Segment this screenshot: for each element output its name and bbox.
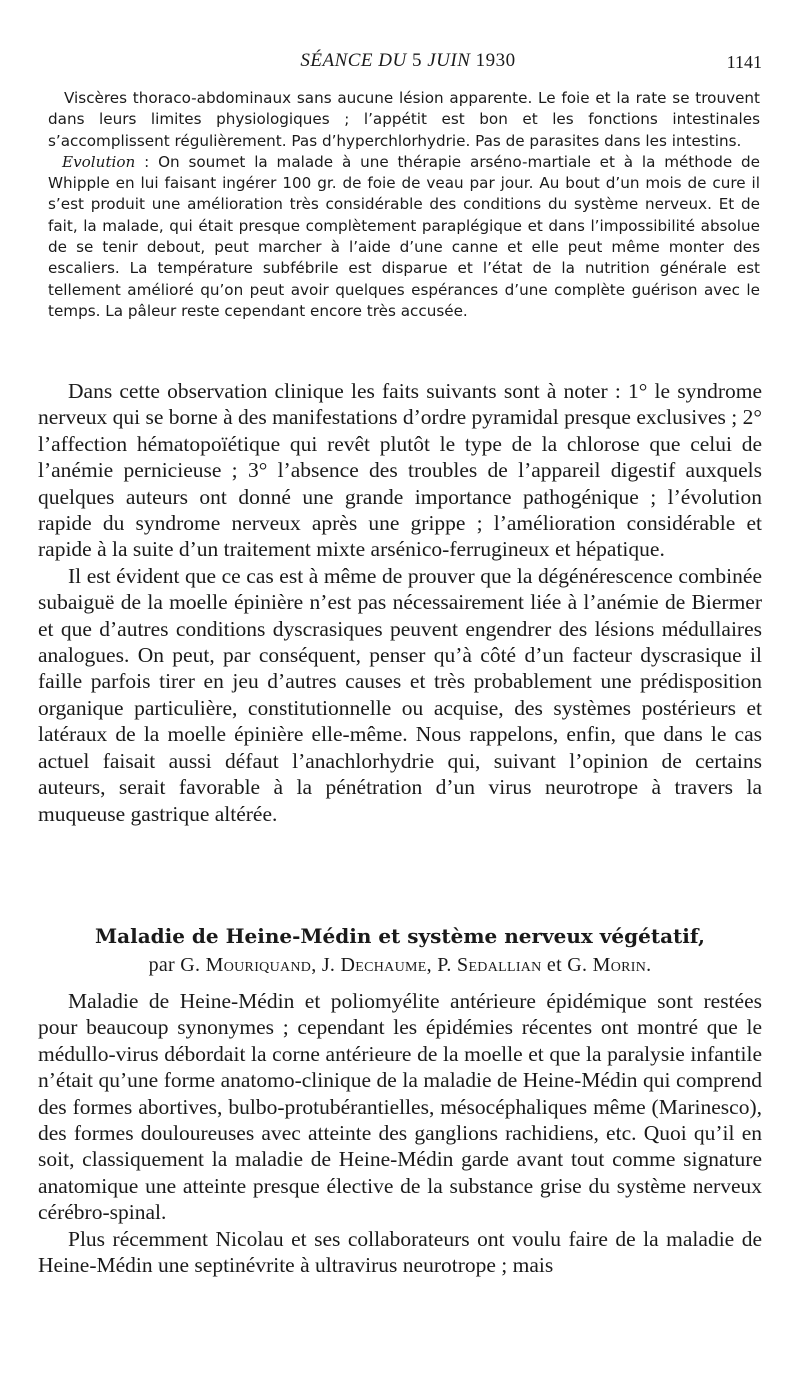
article-body [38, 988, 762, 1278]
discussion-paragraph-1: Dans cette observation clinique les faits suivants sont à noter : 1° le syndrome nerveux qui se borne à des manifestations d’ordre pyramidal presque exclusives ; 2° l’affection hématopoïétique qui revêt plutôt le type de la chlorose que celui de l’anémie pernicieuse ; 3° l’absence des troubles de l’appareil digestif auxquels quelques auteurs ont donné une grande importance pathogénique ; l’évolution rapide du syndrome nerveux après une grippe ; l’amélioration considérable et rapide à la suite d’un traitement mixte arsénico-ferrugineux et hépatique. [38, 379, 762, 562]
header-title-part: SÉANCE DU [300, 50, 407, 71]
author-name: Morin [592, 954, 647, 976]
article-paragraph-1: Maladie de Heine-Médin et poliomyélite antérieure épidémique sont restées pour beaucoup synonymes ; cependant les épidémies récentes ont montré que le médullo-virus débordait la corne antérieure de la moelle et que la paralysie infantile n’était qu’une forme anatomo-clinique de la maladie de Heine-Médin qui comprend des formes abortives, bulbo-protubérantielles, mésocéphaliques même (Marinesco), des formes douloureuses avec atteinte des ganglions rachidiens, etc. Quoi qu’il en soit, classiquement la maladie de Heine-Médin garde avant tout comme signature anatomique une atteinte presque élective de la substance grise du système nerveux cérébro-spinal. [38, 989, 762, 1225]
author-name: Dechaume [340, 954, 427, 976]
header-title-day: 5 [411, 50, 422, 71]
author-name: Mouriquand [205, 954, 312, 976]
discussion-paragraph-2: Il est évident que ce cas est à même de prouver que la dégénérescence combinée subaiguë de la moelle épinière n’est pas nécessairement liée à l’anémie de Biermer et que d’autres conditions dyscrasiques peuvent engendrer des lésions médullaires analogues. On peut, par conséquent, penser qu’à côté d’un facteur dyscrasique il faille parfois tirer en jeu d’autres causes et très probablement une prédisposition organique particulière, constitutionnelle ou acquise, des systèmes postérieurs et latéraux de la moelle épinière elle-même. Nous rappelons, enfin, que dans le cas actuel faisait aussi défaut l’anachlorhydrie qui, suivant l’opinion de certains auteurs, serait favorable à la pénétration d’un virus neurotrope à travers la muqueuse gastrique altérée. [38, 563, 762, 826]
article-title: Maladie de Heine-Médin et système nerveux végétatif, [95, 924, 705, 948]
running-header [48, 50, 768, 78]
header-title [48, 50, 768, 72]
evolution-text: : On soumet la malade à une thérapie arséno-martiale et à la méthode de Whipple en lui faisant ingérer 100 gr. de foie de veau par jour. Au bout d’un mois de cure il s’est produit une amélioration très considérable des conditions du système nerveux. Et de fait, la malade, qui était presque complètement paraplégique et dans l’impossibilité absolue de se tenir debout, peut marcher à l’aide d’une canne et elle peut même monter des escaliers. La température subfébrile est disparue et l’état de la nutrition générale est tellement amélioré qu’on peut avoir quelques espérances d’une complète guérison avec le temps. La pâleur reste cependant encore très accusée. [48, 152, 760, 320]
case-note-paragraph-2 [48, 152, 760, 322]
article-paragraph-2: Plus récemment Nicolau et ses collaborateurs ont voulu faire de la maladie de Heine-Médin une septinévrite à ultravirus neurotrope ; mais [38, 1226, 762, 1278]
case-note [48, 88, 760, 322]
evolution-label: Evolution [62, 152, 136, 171]
article-authors: par G. Mouriquand, J. Dechaume, P. Sedallian et G. Morin. [148, 954, 652, 976]
header-title-year: 1930 [475, 50, 516, 71]
header-title-month: JUIN [427, 50, 471, 71]
page-number: 1141 [726, 52, 762, 72]
discussion [38, 378, 762, 827]
case-note-paragraph-1: Viscères thoraco-abdominaux sans aucune lésion apparente. Le foie et la rate se trouvent dans leurs limites physiologiques ; l’appétit est bon et les fonctions intestinales s’accomplissent régulièrement. Pas d’hyperchlorhydrie. Pas de parasites dans les intestins. [48, 89, 760, 150]
author-name: Sedallian [457, 954, 542, 976]
